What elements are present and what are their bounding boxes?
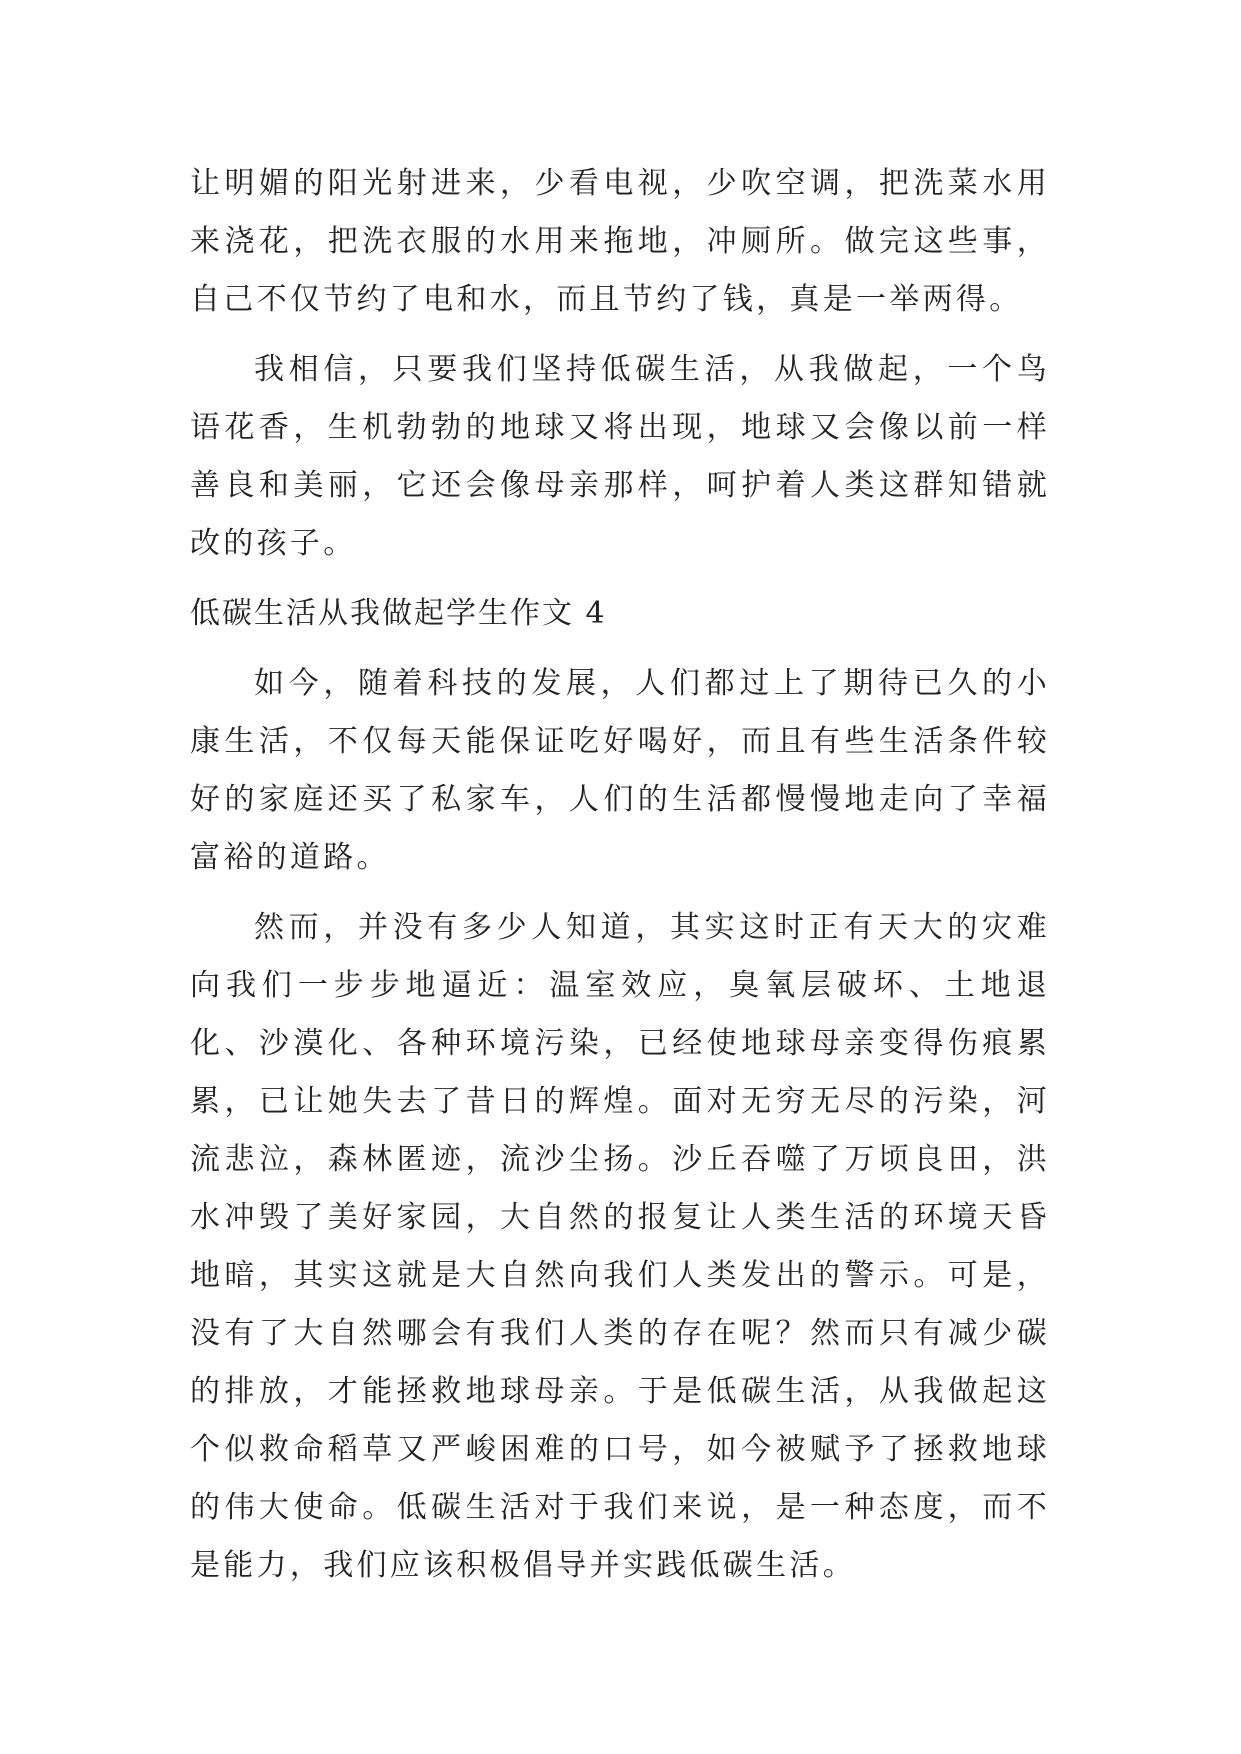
document-body bbox=[190, 155, 1050, 1607]
essay-heading: 低碳生活从我做起学生作文 4 bbox=[190, 596, 607, 631]
paragraph-however: 然而，并没有多少人知道，其实这时正有天大的灾难向我们一步步地逼近：温室效应，臭氧层破坏、土地退化、沙漠化、各种环境污染，已经使地球母亲变得伤痕累累，已让她失去了昔日的辉煌。面对无穷无尽的污染，河流悲泣，森林匿迹，流沙尘扬。沙丘吞噬了万顷良田，洪水冲毁了美好家园，大自然的报复让人类生活的环境天昏地暗，其实这就是大自然向我们人类发出的警示。可是，没有了大自然哪会有我们人类的存在呢？然而只有减少碳的排放，才能拯救地球母亲。于是低碳生活，从我做起这个似救命稻草又严峻困难的口号，如今被赋予了拯救地球的伟大使命。低碳生活对于我们来说，是一种态度，而不是能力，我们应该积极倡导并实践低碳生活。 bbox=[190, 910, 1050, 1583]
paragraph-nowadays: 如今，随着科技的发展，人们都过上了期待已久的小康生活，不仅每天能保证吃好喝好，而且有些生活条件较好的家庭还买了私家车，人们的生活都慢慢地走向了幸福富裕的道路。 bbox=[190, 666, 1050, 875]
paragraph-continuation: 让明媚的阳光射进来，少看电视，少吹空调，把洗菜水用来浇花，把洗衣服的水用来拖地，冲厕所。做完这些事，自己不仅节约了电和水，而且节约了钱，真是一举两得。 bbox=[190, 166, 1050, 317]
paragraph-belief: 我相信，只要我们坚持低碳生活，从我做起，一个鸟语花香，生机勃勃的地球又将出现，地球又会像以前一样善良和美丽，它还会像母亲那样，呵护着人类这群知错就改的孩子。 bbox=[190, 352, 1050, 561]
